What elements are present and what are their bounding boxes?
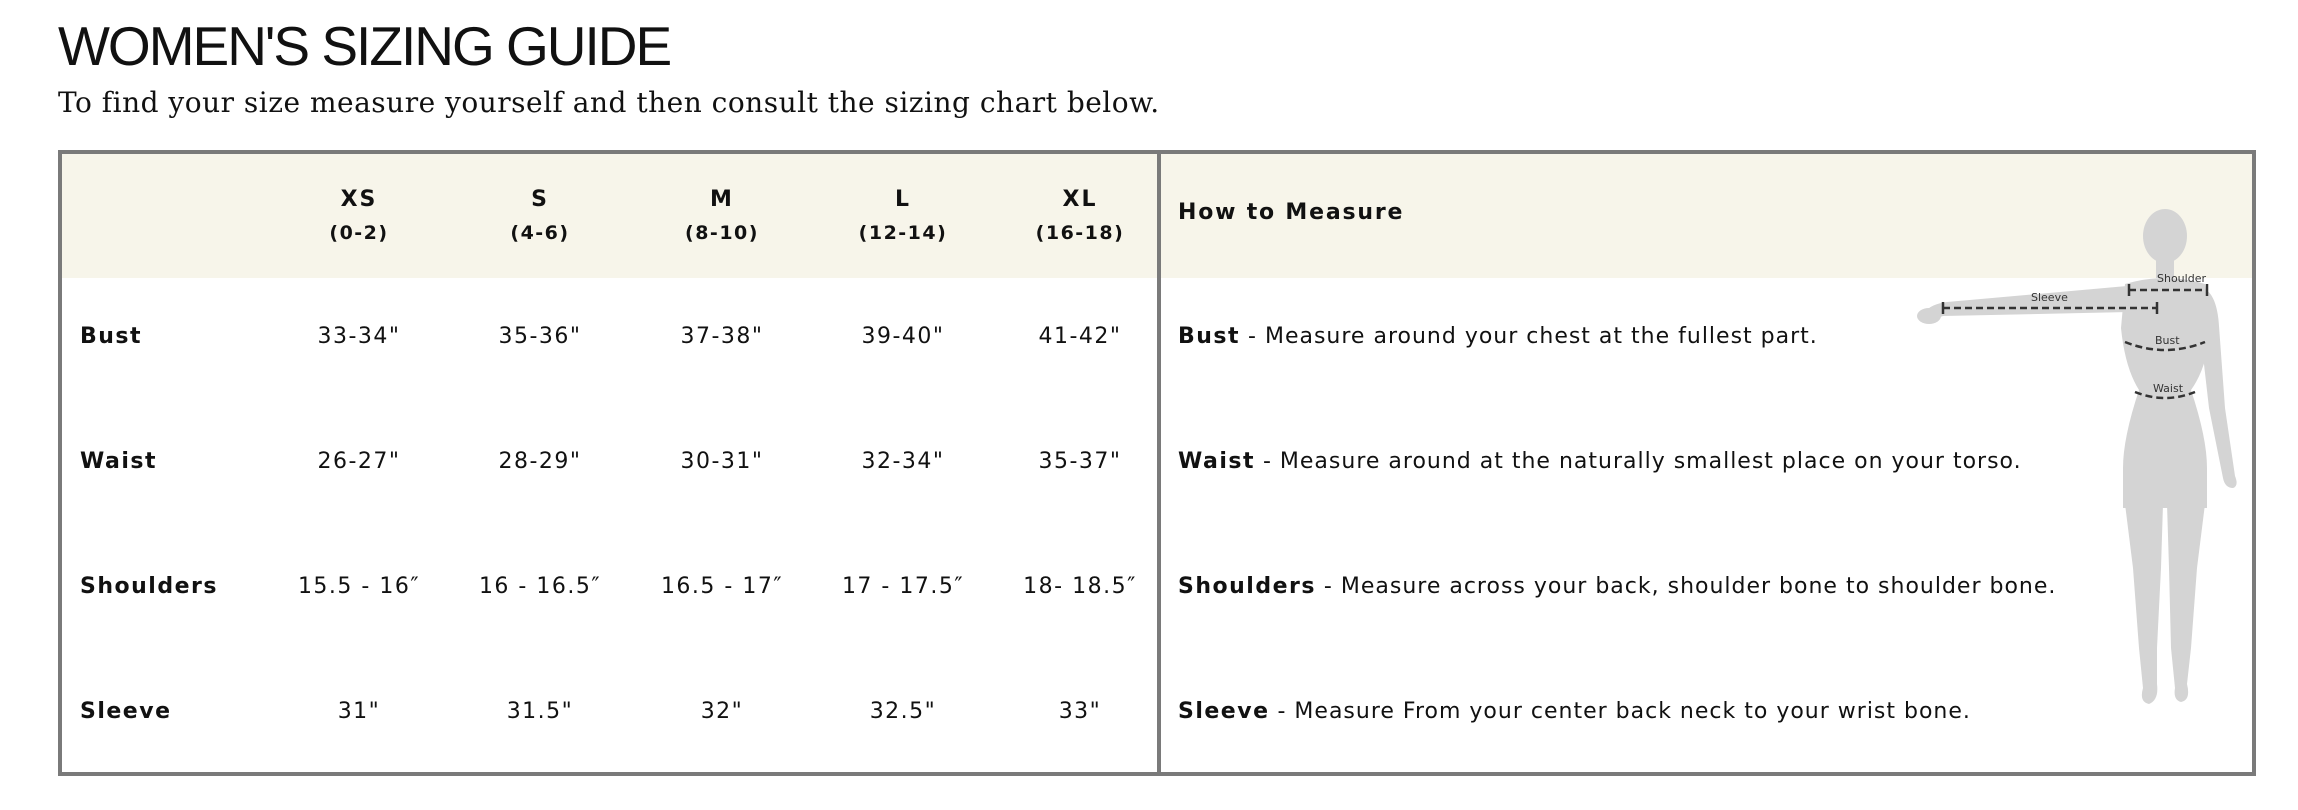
row-label-shoulders: Shoulders bbox=[80, 574, 218, 599]
table-cell: 41-42" bbox=[1038, 324, 1122, 349]
size-code: XS bbox=[340, 187, 378, 212]
size-code: M bbox=[710, 187, 734, 212]
table-cell: 32-34" bbox=[861, 449, 945, 474]
figure-label-bust: Bust bbox=[2155, 334, 2180, 347]
table-cell: 31.5" bbox=[506, 699, 574, 724]
row-label-sleeve: Sleeve bbox=[80, 699, 172, 724]
table-cell: 16.5 - 17″ bbox=[660, 574, 784, 599]
table-cell: 17 - 17.5″ bbox=[841, 574, 965, 599]
row-label-bust: Bust bbox=[80, 324, 143, 349]
size-header-xs bbox=[269, 184, 449, 250]
size-range: (8-10) bbox=[685, 222, 759, 244]
size-range: (0-2) bbox=[329, 222, 389, 244]
instruction-bust bbox=[1178, 324, 1818, 349]
instruction-text: - Measure across your back, shoulder bone to shoulder bone. bbox=[1315, 574, 2057, 599]
page-subtitle: To find your size measure yourself and then consult the sizing chart below. bbox=[58, 86, 1160, 119]
size-code: XL bbox=[1062, 187, 1098, 212]
table-cell: 28-29" bbox=[498, 449, 582, 474]
table-cell: 18- 18.5″ bbox=[1023, 574, 1137, 599]
instruction-label: Shoulders bbox=[1178, 574, 1316, 599]
size-header-m bbox=[632, 184, 812, 250]
instruction-text: - Measure From your center back neck to your wrist bone. bbox=[1269, 699, 1971, 724]
size-header-xl bbox=[990, 184, 1170, 250]
table-cell: 35-36" bbox=[498, 324, 582, 349]
figure-label-shoulder: Shoulder bbox=[2157, 272, 2206, 285]
instruction-label: Waist bbox=[1178, 449, 1255, 474]
instruction-waist bbox=[1178, 449, 2022, 474]
instruction-label: Sleeve bbox=[1178, 699, 1270, 724]
table-cell: 30-31" bbox=[680, 449, 764, 474]
size-range: (4-6) bbox=[510, 222, 570, 244]
figure-label-sleeve: Sleeve bbox=[2031, 291, 2068, 304]
instruction-label: Bust bbox=[1178, 324, 1241, 349]
size-range: (12-14) bbox=[858, 222, 948, 244]
size-code: S bbox=[531, 187, 549, 212]
size-header-l bbox=[813, 184, 993, 250]
size-range: (16-18) bbox=[1035, 222, 1125, 244]
page-title: WOMEN'S SIZING GUIDE bbox=[58, 15, 671, 77]
figure-label-waist: Waist bbox=[2153, 382, 2184, 395]
table-cell: 16 - 16.5″ bbox=[478, 574, 602, 599]
table-cell: 37-38" bbox=[680, 324, 764, 349]
how-to-measure-title: How to Measure bbox=[1178, 200, 1405, 225]
table-cell: 32" bbox=[700, 699, 744, 724]
size-header-s bbox=[450, 184, 630, 250]
instruction-text: - Measure around your chest at the fullest part. bbox=[1240, 324, 1818, 349]
instruction-text: - Measure around at the naturally smallest place on your torso. bbox=[1254, 449, 2022, 474]
table-cell: 31" bbox=[337, 699, 381, 724]
size-code: L bbox=[894, 187, 912, 212]
table-cell: 32.5" bbox=[869, 699, 937, 724]
row-label-waist: Waist bbox=[80, 449, 157, 474]
table-cell: 33-34" bbox=[317, 324, 401, 349]
sizing-chart bbox=[58, 150, 2256, 776]
table-cell: 15.5 - 16″ bbox=[297, 574, 421, 599]
table-cell: 39-40" bbox=[861, 324, 945, 349]
female-body-measurement-icon bbox=[1907, 208, 2247, 718]
table-cell: 33" bbox=[1058, 699, 1102, 724]
table-cell: 35-37" bbox=[1038, 449, 1122, 474]
instruction-sleeve bbox=[1178, 699, 1971, 724]
table-cell: 26-27" bbox=[317, 449, 401, 474]
